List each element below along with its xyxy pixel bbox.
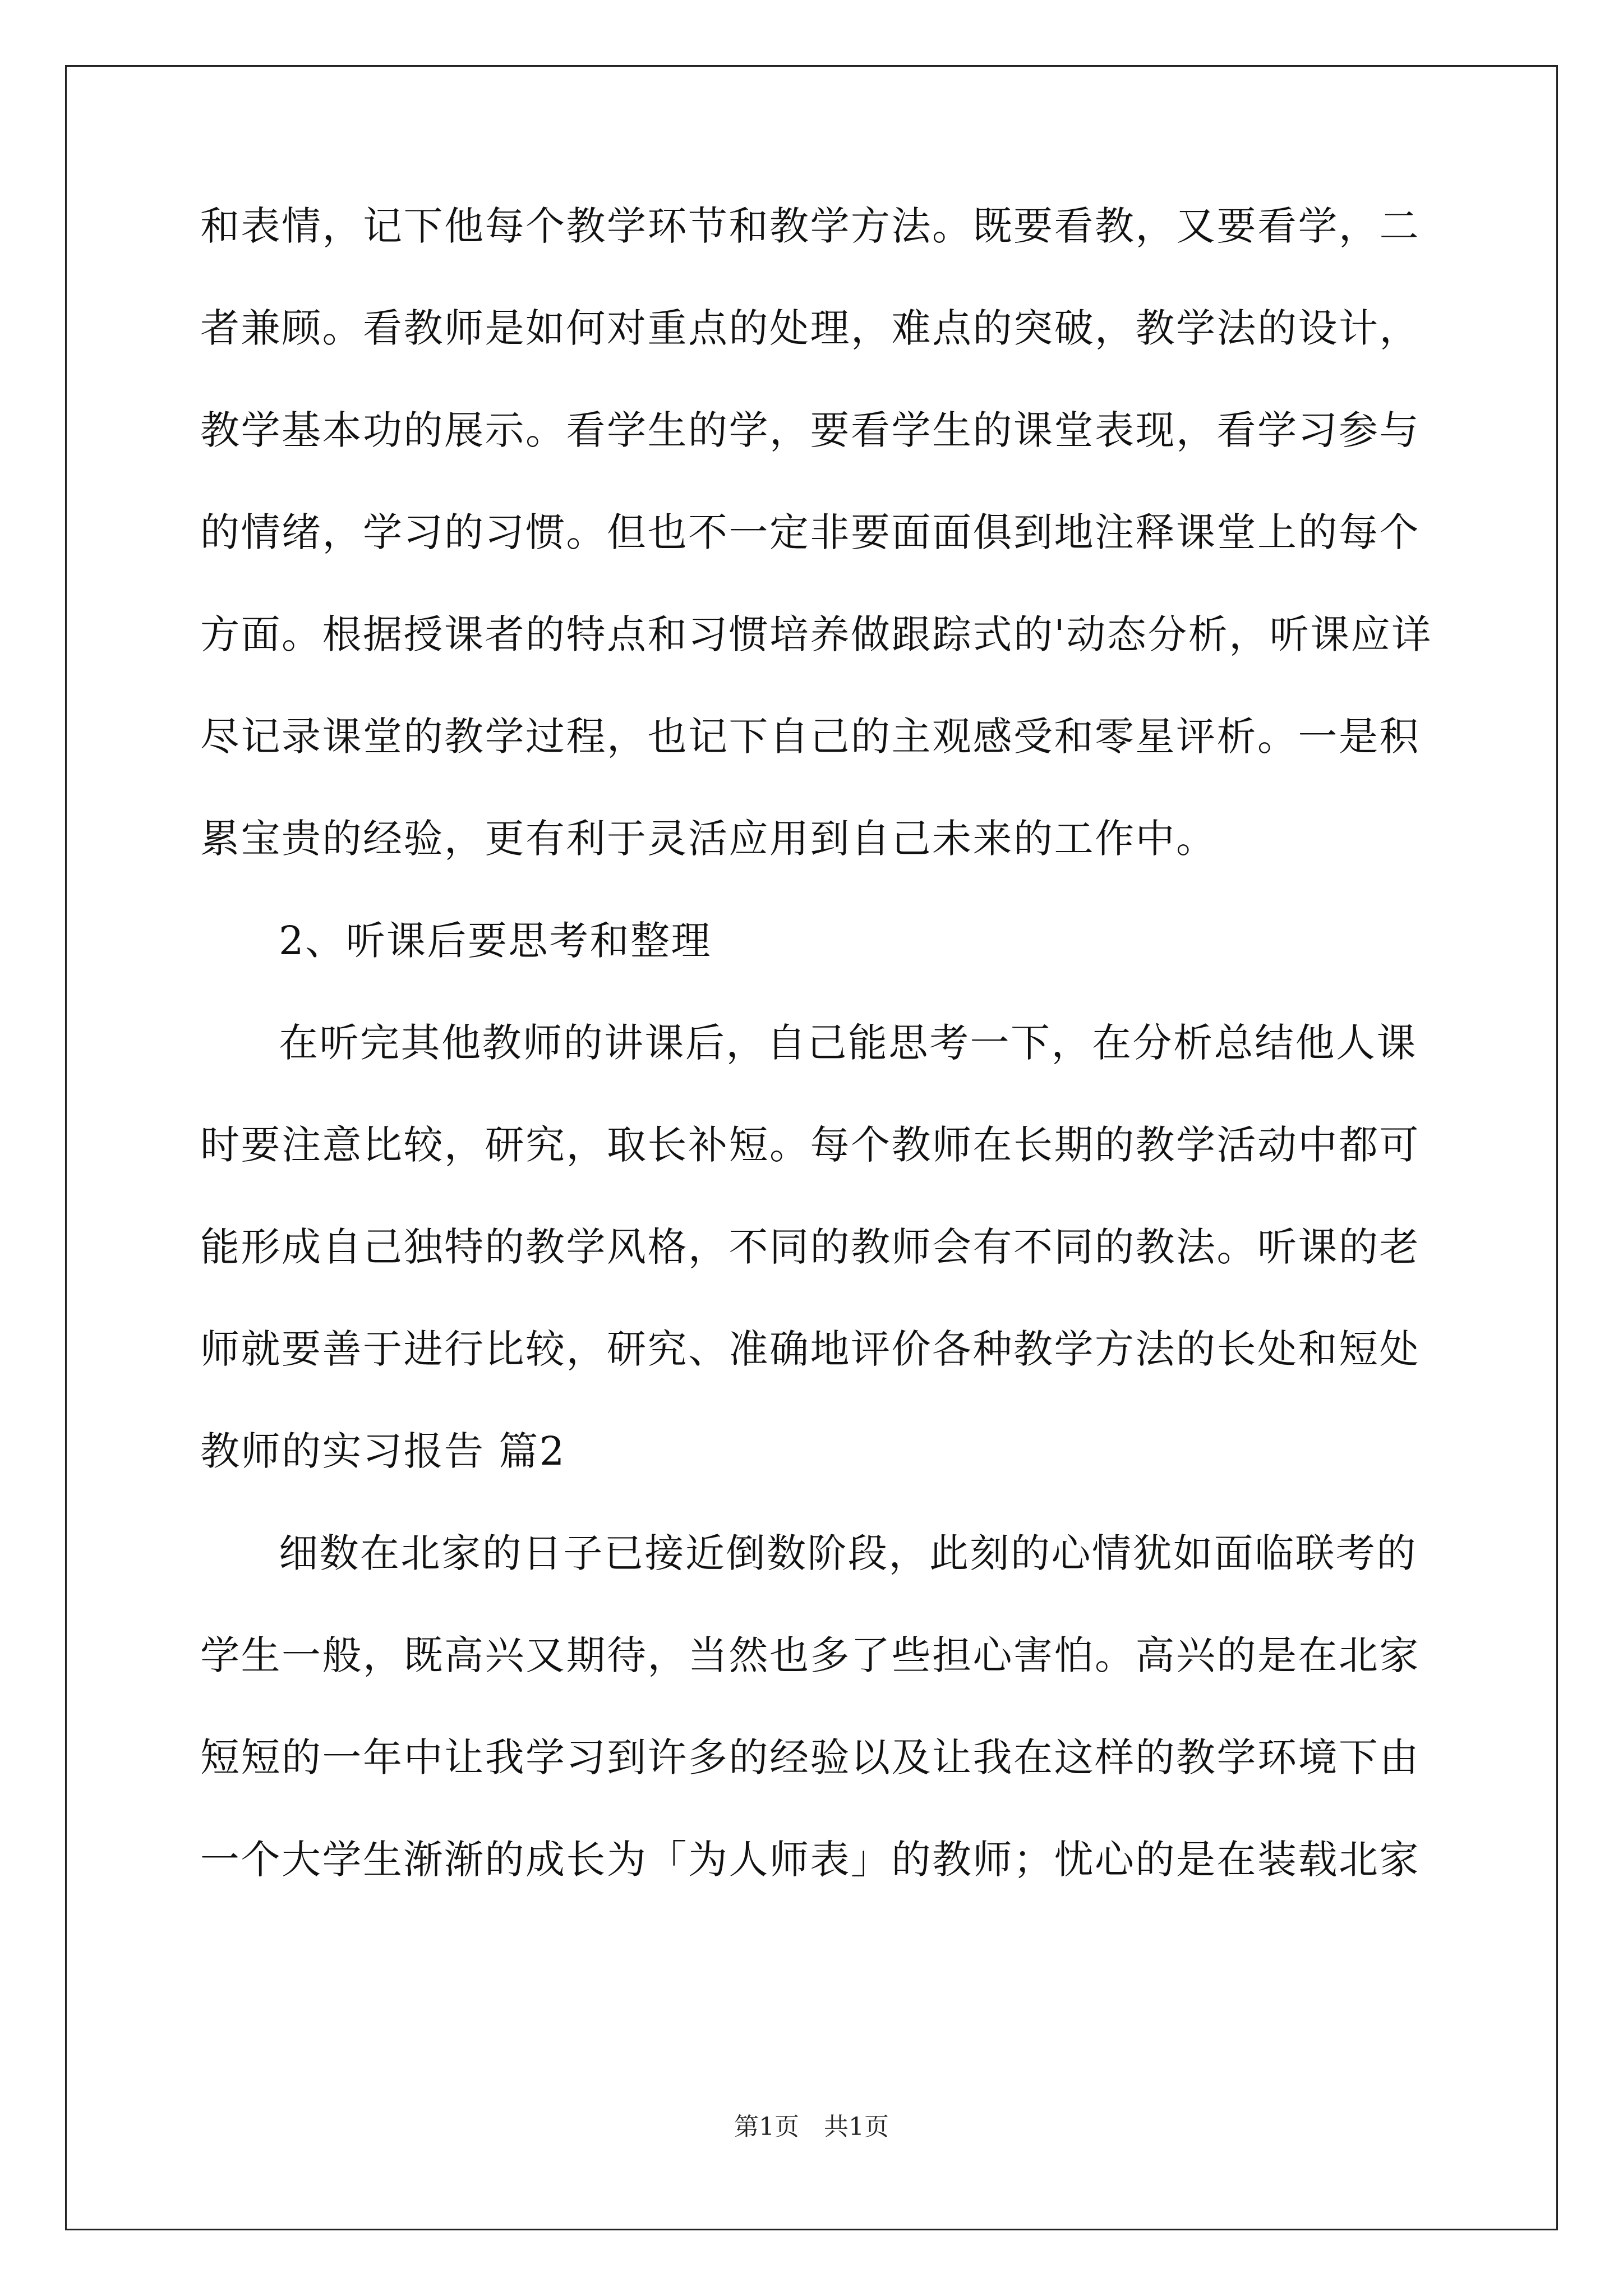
- paragraph-line: 累宝贵的经验，更有利于灵活应用到自己未来的工作中。: [200, 816, 1217, 862]
- paragraph-line: 师就要善于进行比较，研究、准确地评价各种教学方法的长处和短处: [200, 1326, 1420, 1372]
- paragraph-line: 教学基本功的展示。看学生的学，要看学生的课堂表现，看学习参与: [200, 407, 1420, 453]
- document-body: [200, 203, 1434, 1942]
- article-title: 教师的实习报告 篇2: [200, 1428, 566, 1474]
- paragraph-line: 细数在北家的日子已接近倒数阶段，此刻的心情犹如面临联考的: [279, 1530, 1417, 1576]
- paragraph-line: 和表情，记下他每个教学环节和教学方法。既要看教，又要看学，二: [200, 203, 1420, 249]
- paragraph-line: 短短的一年中让我学习到许多的经验以及让我在这样的教学环境下由: [200, 1734, 1420, 1780]
- paragraph-line: 方面。根据授课者的特点和习惯培养做跟踪式的'动态分析，听课应详: [200, 611, 1432, 657]
- paragraph-line: 一个大学生渐渐的成长为「为人师表」的教师；忧心的是在装载北家: [200, 1837, 1420, 1883]
- paragraph-line: 尽记录课堂的教学过程，也记下自己的主观感受和零星评析。一是积: [200, 714, 1420, 760]
- paragraph-line: 在听完其他教师的讲课后，自己能思考一下，在分析总结他人课: [279, 1020, 1417, 1066]
- section-heading: 2、听课后要思考和整理: [279, 918, 712, 964]
- paragraph-line: 能形成自己独特的教学风格，不同的教师会有不同的教法。听课的老: [200, 1224, 1420, 1270]
- paragraph-line: 的情绪，学习的习惯。但也不一定非要面面俱到地注释课堂上的每个: [200, 509, 1420, 555]
- paragraph-line: 时要注意比较，研究，取长补短。每个教师在长期的教学活动中都可: [200, 1122, 1420, 1168]
- paragraph-line: 学生一般，既高兴又期待，当然也多了些担心害怕。高兴的是在北家: [200, 1632, 1420, 1678]
- paragraph-line: 者兼顾。看教师是如何对重点的处理，难点的突破，教学法的设计，: [200, 305, 1420, 351]
- page-number-footer: 第1页 共1页: [734, 2113, 889, 2141]
